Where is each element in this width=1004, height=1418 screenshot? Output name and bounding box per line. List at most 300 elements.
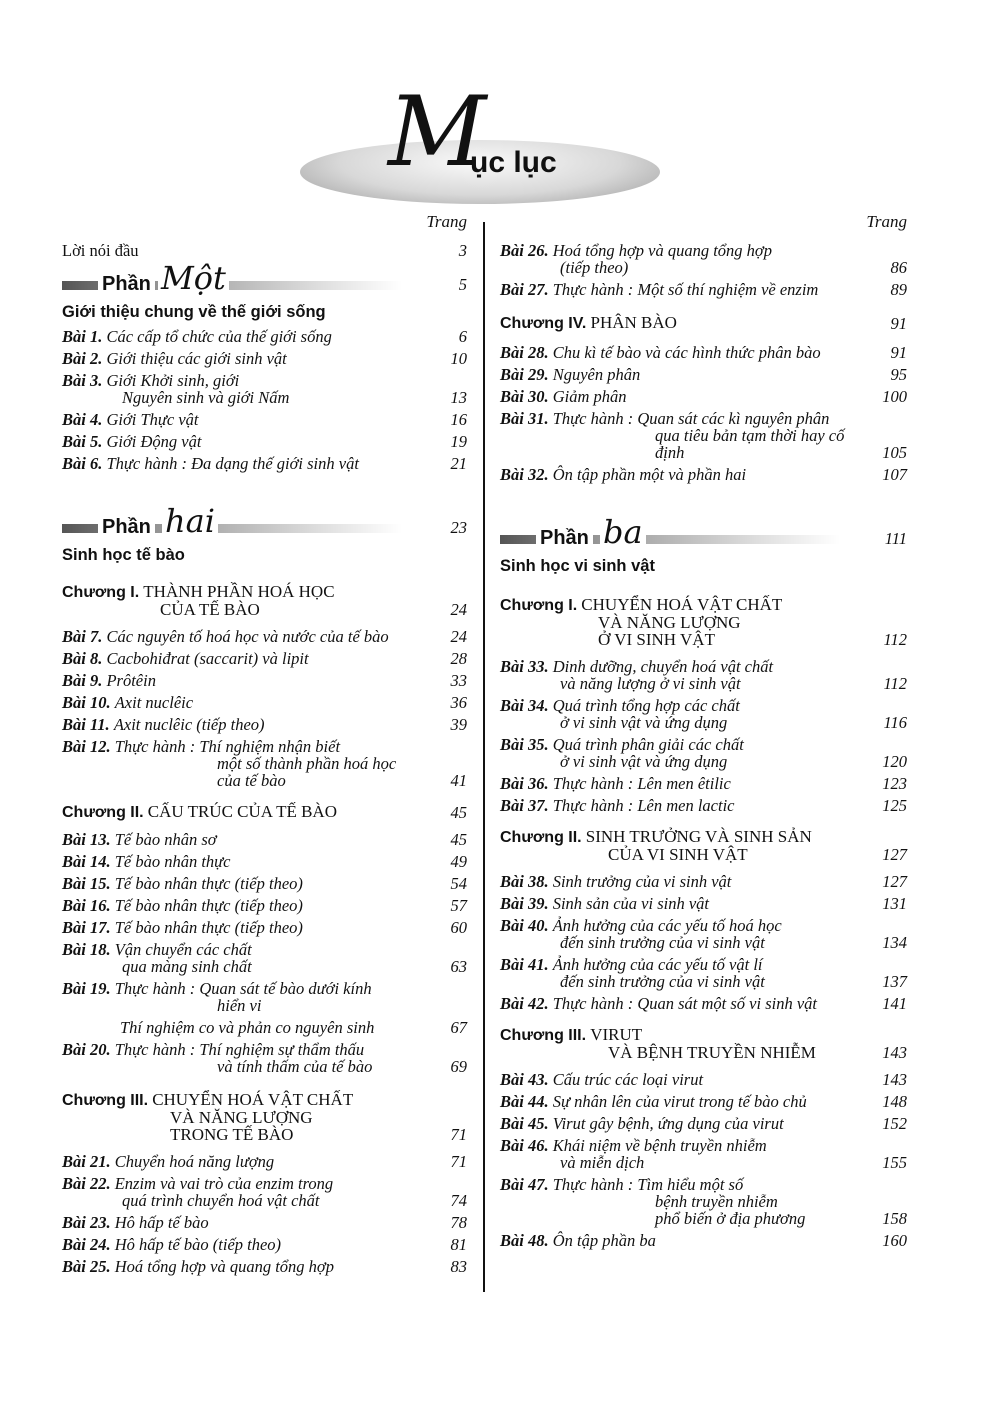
page-number: 23 (450, 518, 467, 537)
part-label: Phần (98, 273, 155, 296)
page-number: 63 (450, 957, 467, 976)
page-number: 21 (450, 454, 467, 473)
lesson-title: Giới Động vật (106, 432, 202, 451)
toc-entry-text (62, 372, 467, 406)
toc-entry-text (500, 1093, 907, 1110)
lesson-number: Bài 47. (500, 1175, 549, 1194)
toc-entry[interactable] (62, 672, 467, 689)
toc-entry[interactable] (62, 1258, 467, 1275)
toc-entry[interactable] (62, 650, 467, 667)
toc-entry-text (62, 941, 467, 975)
toc-entry[interactable] (62, 1175, 467, 1209)
lesson-number: Bài 36. (500, 774, 549, 793)
lesson-number: Bài 16. (62, 896, 111, 915)
lesson-title: Thực hành : Một số thí nghiệm về enzim (552, 280, 819, 299)
toc-entry-text (62, 738, 467, 789)
page-number: 57 (450, 896, 467, 915)
toc-entry[interactable] (500, 736, 907, 770)
toc-entry[interactable] (62, 831, 467, 848)
toc-entry-text (62, 672, 467, 689)
lesson-title-continued: và năng lượng ở vi sinh vật (560, 674, 741, 693)
toc-entry[interactable] (500, 410, 907, 461)
chapter-heading[interactable] (62, 583, 467, 618)
lesson-number: Bài 42. (500, 994, 549, 1013)
lesson-title: Virut gây bệnh, ứng dụng của virut (552, 1114, 784, 1133)
toc-entry-text (62, 433, 467, 450)
toc-entry[interactable] (500, 242, 907, 276)
page-number: 123 (882, 774, 907, 793)
page-number: 49 (450, 852, 467, 871)
lesson-title: Cấu trúc các loại virut (552, 1070, 704, 1089)
chapter-heading-text (62, 583, 467, 618)
toc-entry-text (62, 411, 467, 428)
toc-entry[interactable] (62, 350, 467, 367)
toc-entry[interactable] (62, 980, 467, 1014)
toc-entry-text (500, 410, 907, 461)
page-number: 3 (458, 241, 467, 260)
lesson-number: Bài 4. (62, 410, 103, 429)
chapter-label: Chương III. (62, 1092, 149, 1109)
page-number: 10 (450, 349, 467, 368)
toc-entry-preface[interactable] (62, 242, 467, 259)
lesson-title: Quá trình tổng hợp các chất (552, 696, 740, 715)
page-number: 112 (883, 674, 907, 693)
page-number: 36 (450, 693, 467, 712)
chapter-heading[interactable] (62, 803, 467, 821)
page-number: 16 (450, 410, 467, 429)
page-number: 74 (450, 1191, 467, 1210)
lesson-title-continued: qua màng sinh chất (122, 957, 252, 976)
chapter-label: Chương II. (62, 804, 144, 821)
lesson-number: Bài 15. (62, 874, 111, 893)
page-number: 127 (882, 872, 907, 891)
page-number: 107 (882, 465, 907, 484)
chapter-heading[interactable] (500, 1026, 907, 1061)
lesson-number: Bài 7. (62, 627, 103, 646)
lesson-title-continued: đến sinh trưởng của vi sinh vật (560, 933, 765, 952)
lesson-title-continued: bệnh truyền nhiễm (655, 1192, 778, 1211)
toc-entry-text (500, 1232, 907, 1249)
toc-entry-text (62, 1175, 467, 1209)
chapter-heading[interactable] (500, 828, 907, 863)
lesson-number: Bài 35. (500, 735, 549, 754)
page-number: 127 (882, 845, 907, 864)
toc-entry[interactable] (62, 875, 467, 892)
toc-entry-text (500, 242, 907, 276)
lesson-title: Chuyển hoá năng lượng (114, 1152, 275, 1171)
toc-entry-text (500, 1176, 907, 1227)
page-number: 28 (450, 649, 467, 668)
lesson-title: Quá trình phân giải các chất (552, 735, 744, 754)
page-number: 69 (450, 1057, 467, 1076)
toc-entry[interactable] (500, 388, 907, 405)
toc-entry[interactable] (62, 853, 467, 870)
lesson-title: Hoá tổng hợp và quang tổng hợp (114, 1257, 334, 1276)
lesson-number: Bài 28. (500, 343, 549, 362)
page-number: 131 (882, 894, 907, 913)
chapter-title-continued: VÀ BỆNH TRUYỀN NHIỄM (608, 1043, 816, 1062)
lesson-number: Bài 10. (62, 693, 111, 712)
lesson-number: Bài 30. (500, 387, 549, 406)
chapter-title-continued: VÀ NĂNG LƯỢNG (170, 1108, 313, 1127)
toc-entry-text (62, 875, 467, 892)
toc-entry[interactable] (62, 1236, 467, 1253)
toc-entry-text (500, 366, 907, 383)
lesson-number: Bài 24. (62, 1235, 111, 1254)
toc-entry[interactable] (62, 628, 467, 645)
toc-entry-text (500, 956, 907, 990)
toc-entry-text (62, 1214, 467, 1231)
lesson-title-continued: phổ biến ở địa phương (655, 1209, 806, 1228)
toc-entry-text (62, 694, 467, 711)
lesson-title: Thực hành : Lên men lactic (552, 796, 735, 815)
lesson-title: Nguyên phân (552, 365, 641, 384)
lesson-title: Các cấp tổ chức của thế giới sống (106, 327, 332, 346)
lesson-number: Bài 37. (500, 796, 549, 815)
lesson-title: Thực hành : Quan sát một số vi sinh vật (552, 994, 818, 1013)
lesson-number: Bài 19. (62, 979, 111, 998)
page-number: 86 (890, 258, 907, 277)
part-heading[interactable] (500, 513, 907, 557)
lesson-title: Thực hành : Quan sát tế bào dưới kính (114, 979, 372, 998)
toc-entry-text (62, 455, 467, 472)
page-number: 155 (882, 1153, 907, 1172)
chapter-heading[interactable] (500, 314, 907, 332)
lesson-number: Bài 21. (62, 1152, 111, 1171)
page-number: 83 (450, 1257, 467, 1276)
lesson-title: Khái niệm về bệnh truyền nhiễm (552, 1136, 767, 1155)
lesson-title: Prôtêin (106, 671, 156, 690)
chapter-heading[interactable] (500, 596, 907, 648)
toc-entry[interactable] (62, 372, 467, 406)
lesson-number: Bài 39. (500, 894, 549, 913)
lesson-title: Ôn tập phần ba (552, 1231, 656, 1250)
lesson-title-continued: đến sinh trưởng của vi sinh vật (560, 972, 765, 991)
chapter-title-continued: VÀ NĂNG LƯỢNG (598, 613, 741, 632)
page-number: 160 (882, 1231, 907, 1250)
toc-entry-text (500, 658, 907, 692)
toc-entry[interactable] (62, 455, 467, 472)
toc-entry[interactable] (62, 694, 467, 711)
lesson-number: Bài 8. (62, 649, 103, 668)
lesson-title-continued: quá trình chuyển hoá vật chất (122, 1191, 320, 1210)
page-number: 71 (450, 1152, 467, 1171)
lesson-number: Bài 25. (62, 1257, 111, 1276)
page-number: 39 (450, 715, 467, 734)
lesson-title: Tế bào nhân thực (tiếp theo) (114, 896, 303, 915)
lesson-number: Bài 45. (500, 1114, 549, 1133)
part-subtitle: Sinh học vi sinh vật (500, 557, 655, 575)
page-number: 158 (882, 1209, 907, 1228)
chapter-label: Chương I. (500, 597, 578, 614)
toc-entry[interactable] (500, 1093, 907, 1110)
page-number: 143 (882, 1070, 907, 1089)
toc-entry-text (500, 775, 907, 792)
page-number: 120 (882, 752, 907, 771)
toc-entry-text (62, 897, 467, 914)
lesson-number: Bài 31. (500, 409, 549, 428)
toc-entry-text (62, 1258, 467, 1275)
chapter-title-continued: TRONG TẾ BÀO (170, 1125, 294, 1144)
toc-entry-text (500, 466, 907, 483)
toc-entry[interactable] (500, 956, 907, 990)
lesson-number: Bài 14. (62, 852, 111, 871)
chapter-heading-text (500, 828, 907, 863)
lesson-title: Thực hành : Đa dạng thế giới sinh vật (106, 454, 359, 473)
toc-entry[interactable] (62, 919, 467, 936)
lesson-title: Dinh dưỡng, chuyển hoá vật chất (552, 657, 774, 676)
page-number: 45 (450, 803, 467, 822)
page-number: 19 (450, 432, 467, 451)
lesson-number: Bài 5. (62, 432, 103, 451)
toc-entry-text (62, 1236, 467, 1253)
toc-entry-text (500, 1115, 907, 1132)
toc-entry-text (62, 350, 467, 367)
toc-entry[interactable] (500, 344, 907, 361)
page-number: 148 (882, 1092, 907, 1111)
page-number: 45 (450, 830, 467, 849)
lesson-number: Bài 3. (62, 371, 103, 390)
toc-entry[interactable] (62, 433, 467, 450)
toc-entry[interactable] (500, 1071, 907, 1088)
lesson-number: Bài 33. (500, 657, 549, 676)
toc-entry[interactable] (500, 797, 907, 814)
lesson-title: Ôn tập phần một và phần hai (552, 465, 747, 484)
part-number-word: Một (158, 259, 229, 297)
lesson-number: Bài 22. (62, 1174, 111, 1193)
left-column (62, 212, 467, 1275)
toc-entry-text (62, 1153, 467, 1170)
chapter-title: CHUYỂN HOÁ VẬT CHẤT (581, 595, 783, 614)
toc-entry[interactable] (62, 328, 467, 345)
lesson-title: Cacbohiđrat (saccarit) và lipit (106, 649, 309, 668)
page-number: 105 (882, 443, 907, 462)
page-number: 41 (450, 771, 467, 790)
toc-entry-text (62, 1041, 467, 1075)
lesson-title: Giới Thực vật (106, 410, 199, 429)
lesson-title: Sinh trưởng của vi sinh vật (552, 872, 732, 891)
lesson-number: Bài 18. (62, 940, 111, 959)
toc-entry[interactable] (500, 1232, 907, 1249)
toc-entry[interactable] (62, 716, 467, 733)
toc-entry-text (500, 873, 907, 890)
lesson-title: Chu kì tế bào và các hình thức phân bào (552, 343, 821, 362)
toc-entry-text (62, 980, 467, 1014)
toc-entry-text (62, 831, 467, 848)
page-number: 6 (458, 327, 467, 346)
lesson-title: Thực hành : Quan sát các kì nguyên phân (552, 409, 830, 428)
toc-entry[interactable] (62, 897, 467, 914)
lesson-title: Giới Khởi sinh, giới (106, 371, 240, 390)
lesson-number: Bài 34. (500, 696, 549, 715)
lesson-title: Hô hấp tế bào (114, 1213, 209, 1232)
part-subtitle: Giới thiệu chung về thế giới sống (62, 303, 326, 321)
part-heading[interactable] (62, 259, 467, 303)
lesson-number: Bài 13. (62, 830, 111, 849)
chapter-heading[interactable] (62, 1091, 467, 1143)
toc-entry-text (500, 995, 907, 1012)
lesson-title-continued: hiển vi (217, 996, 262, 1015)
toc-entry[interactable] (500, 697, 907, 731)
lesson-number: Bài 12. (62, 737, 111, 756)
lesson-number: Bài 9. (62, 671, 103, 690)
lesson-title: Các nguyên tố hoá học và nước của tế bào (106, 627, 389, 646)
page-number: 60 (450, 918, 467, 937)
lesson-title: Giới thiệu các giới sinh vật (106, 349, 287, 368)
chapter-title: CHUYỂN HOÁ VẬT CHẤT (152, 1090, 354, 1109)
chapter-title-continued: CỦA TẾ BÀO (160, 600, 260, 619)
page-number: 81 (450, 1235, 467, 1254)
lesson-number: Bài 41. (500, 955, 549, 974)
toc-entry[interactable] (500, 917, 907, 951)
page-number: 5 (458, 275, 467, 294)
lesson-title: Thực hành : Thí nghiệm nhận biết (114, 737, 341, 756)
toc-entry[interactable] (500, 366, 907, 383)
chapter-title: CẤU TRÚC CỦA TẾ BÀO (147, 802, 337, 821)
lesson-number: Bài 27. (500, 280, 549, 299)
lesson-title: Hô hấp tế bào (tiếp theo) (114, 1235, 282, 1254)
chapter-heading-text (500, 314, 907, 332)
lesson-title: Sinh sản của vi sinh vật (552, 894, 709, 913)
page-number: 13 (450, 388, 467, 407)
chapter-title: PHÂN BÀO (590, 313, 677, 332)
lesson-number: Bài 43. (500, 1070, 549, 1089)
toc-entry[interactable] (500, 775, 907, 792)
chapter-title-continued: CỦA VI SINH VẬT (608, 845, 748, 864)
chapter-heading-text (500, 1026, 907, 1061)
chapter-label: Chương II. (500, 829, 582, 846)
lesson-title: Giảm phân (552, 387, 627, 406)
lesson-number: Bài 40. (500, 916, 549, 935)
toc-entry[interactable] (500, 895, 907, 912)
toc-entry[interactable] (62, 1019, 467, 1036)
page-number: 111 (884, 529, 907, 548)
lesson-title: Vận chuyển các chất (114, 940, 252, 959)
chapter-heading-text (500, 596, 907, 648)
chapter-heading-text (62, 803, 467, 821)
part-label: Phần (536, 527, 593, 550)
toc-entry-text (500, 344, 907, 361)
page-number: 152 (882, 1114, 907, 1133)
page-number: 141 (882, 994, 907, 1013)
lesson-number: Bài 23. (62, 1213, 111, 1232)
lesson-title: Axit nuclêic (tiếp theo) (113, 715, 265, 734)
toc-entry[interactable] (62, 1041, 467, 1075)
preface-title: Lời nói đầu (62, 241, 139, 260)
lesson-number: Bài 38. (500, 872, 549, 891)
lesson-number: Bài 6. (62, 454, 103, 473)
toc-entry-text (500, 281, 907, 298)
toc-entry[interactable] (62, 1153, 467, 1170)
toc-entry[interactable] (500, 281, 907, 298)
lesson-number: Bài 48. (500, 1231, 549, 1250)
lesson-number: Bài 20. (62, 1040, 111, 1059)
chapter-title: VIRUT (590, 1025, 643, 1044)
lesson-number: Bài 1. (62, 327, 103, 346)
toc-entry-text (62, 919, 467, 936)
toc-entry-text (62, 650, 467, 667)
chapter-title-continued: Ở VI SINH VẬT (598, 630, 715, 649)
toc-entry-text (500, 697, 907, 731)
lesson-title: Thí nghiệm co và phản co nguyên sinh (120, 1018, 375, 1037)
toc-entry-text (62, 853, 467, 870)
toc-entry-text (500, 917, 907, 951)
lesson-number: Bài 2. (62, 349, 103, 368)
toc-entry-text (500, 797, 907, 814)
toc-entry-text (500, 895, 907, 912)
part-number-word: hai (162, 502, 218, 540)
toc-entry-text (62, 1019, 467, 1036)
title-initial: M (388, 76, 487, 188)
toc-entry[interactable] (500, 1137, 907, 1171)
page-number: 71 (450, 1125, 467, 1144)
page-number: 78 (450, 1213, 467, 1232)
page-number: 67 (450, 1018, 467, 1037)
part-subtitle: Sinh học tế bào (62, 546, 185, 564)
lesson-number: Bài 44. (500, 1092, 549, 1111)
part-heading[interactable] (62, 502, 467, 546)
chapter-label: Chương I. (62, 584, 140, 601)
toc-entry[interactable] (500, 466, 907, 483)
page-number: 100 (882, 387, 907, 406)
lesson-title: Ảnh hưởng của các yếu tố hoá học (552, 916, 782, 935)
page-number: 112 (883, 630, 907, 649)
toc-entry[interactable] (62, 411, 467, 428)
lesson-number: Bài 26. (500, 241, 549, 260)
lesson-title-continued: một số thành phần hoá học (217, 754, 397, 773)
page-number: 24 (450, 627, 467, 646)
page-number: 33 (450, 671, 467, 690)
lesson-title: Tế bào nhân thực (tiếp theo) (114, 874, 303, 893)
part-label: Phần (98, 516, 155, 539)
part-number-word: ba (600, 513, 646, 551)
toc-entry[interactable] (500, 995, 907, 1012)
toc-entry-text (500, 1137, 907, 1171)
page-title (300, 76, 660, 208)
lesson-title: Tế bào nhân thực (114, 852, 231, 871)
toc-entry-text (62, 328, 467, 345)
page-number: 125 (882, 796, 907, 815)
lesson-number: Bài 46. (500, 1136, 549, 1155)
lesson-title-continued: và tính thấm của tế bào (217, 1057, 373, 1076)
chapter-title: THÀNH PHẦN HOÁ HỌC (143, 582, 335, 601)
page-number: 116 (883, 713, 907, 732)
lesson-title-continued: và miễn dịch (560, 1153, 645, 1172)
lesson-title: Thực hành : Lên men êtilic (552, 774, 731, 793)
toc-entry-text (62, 716, 467, 733)
chapter-label: Chương III. (500, 1027, 587, 1044)
toc-entry[interactable] (500, 1115, 907, 1132)
toc-entry[interactable] (62, 1214, 467, 1231)
toc-entry-text (500, 736, 907, 770)
toc-entry[interactable] (62, 738, 467, 789)
toc-entry-text (500, 388, 907, 405)
page-number: 91 (890, 314, 907, 333)
toc-entry-text (62, 628, 467, 645)
toc-entry[interactable] (500, 1176, 907, 1227)
toc-entry[interactable] (500, 658, 907, 692)
lesson-title: Hoá tổng hợp và quang tổng hợp (552, 241, 772, 260)
page-number: 91 (890, 343, 907, 362)
lesson-number: Bài 11. (62, 715, 110, 734)
toc-entry[interactable] (500, 873, 907, 890)
toc-entry[interactable] (62, 941, 467, 975)
lesson-title-continued: ở vi sinh vật và ứng dụng (560, 713, 728, 732)
right-column (500, 212, 907, 1249)
lesson-number: Bài 17. (62, 918, 111, 937)
chapter-heading-text (62, 1091, 467, 1143)
chapter-title: SINH TRƯỞNG VÀ SINH SẢN (585, 827, 812, 846)
